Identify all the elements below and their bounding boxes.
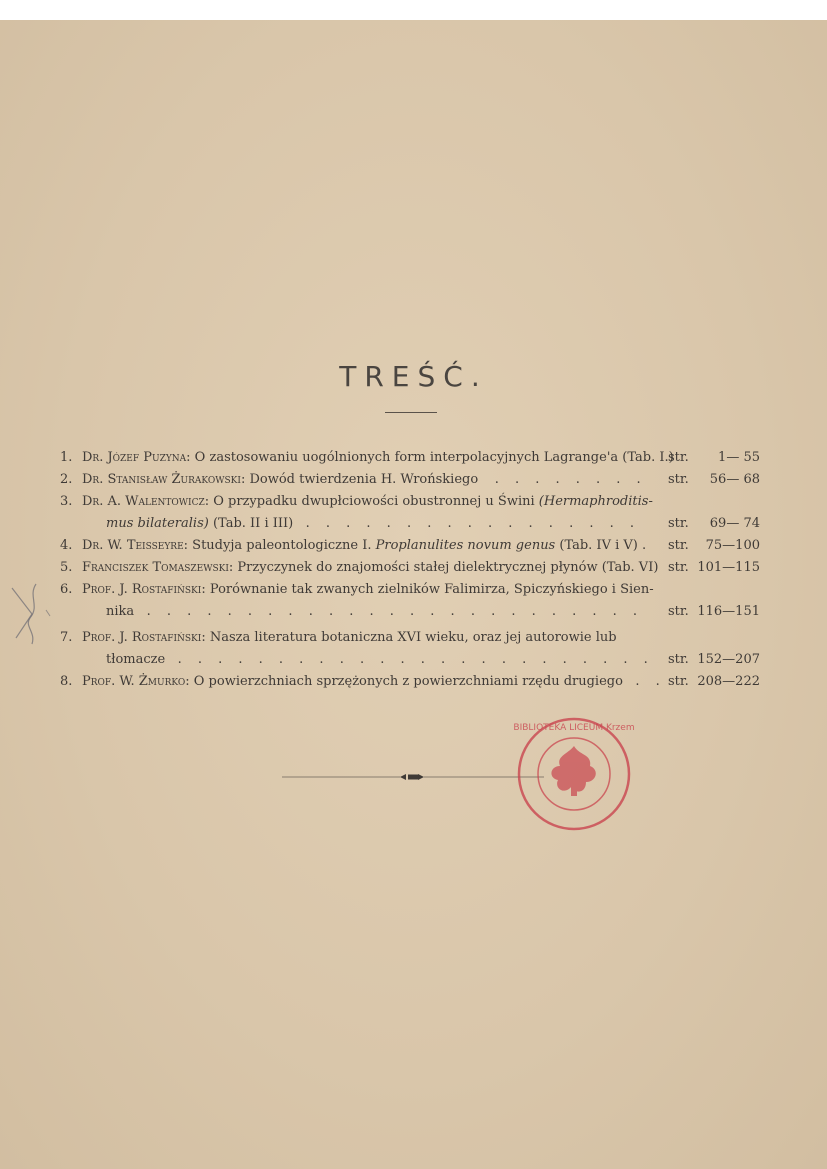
- entry-title-continuation: [106, 652, 662, 667]
- entry-number: 1.: [60, 450, 73, 465]
- entry-title: [82, 450, 674, 465]
- toc-entry-7-continuation: [0, 652, 827, 674]
- entry-pages: 208—222: [697, 674, 760, 689]
- entry-title: [82, 630, 662, 645]
- entry-author: Prof. W. Żmurko:: [82, 674, 190, 689]
- entry-dots: . .: [635, 674, 666, 689]
- entry-italic-cont: mus bilateralis): [106, 516, 209, 531]
- entry-str-label: str.: [668, 560, 689, 575]
- toc-entry-4: [0, 538, 827, 560]
- toc-entry-8: [0, 674, 827, 696]
- entry-number: 2.: [60, 472, 73, 487]
- ornament-divider-icon: [282, 774, 544, 780]
- toc-entry-6: [0, 582, 827, 604]
- entry-number: 5.: [60, 560, 73, 575]
- entry-text-cont: nika: [106, 604, 135, 619]
- entry-text: Dowód twierdzenia H. Wrońskiego: [245, 472, 479, 487]
- toc-entry-2: [0, 472, 827, 494]
- entry-italic: Proplanulites novum genus: [375, 538, 556, 553]
- entry-pages: 1— 55: [718, 450, 760, 465]
- entry-text: Przyczynek do znajomości stałej dielektrycznej płynów (Tab. VI): [233, 560, 659, 575]
- entry-text-2: (Tab. IV i V) .: [555, 538, 647, 553]
- entry-number: 6.: [60, 582, 73, 597]
- entry-pages: 56— 68: [709, 472, 760, 487]
- entry-title: [82, 472, 662, 487]
- entry-dots: . . . . . . . .: [494, 472, 647, 487]
- entry-text: Nasza literatura botaniczna XVI wieku, oraz jej autorowie lub: [205, 630, 617, 645]
- entry-pages: 101—115: [697, 560, 760, 575]
- entry-author: Prof. J. Rostafiński:: [82, 630, 206, 645]
- entry-text: O zastosowaniu uogólnionych form interpolacyjnych Lagrange'a (Tab. I.): [190, 450, 674, 465]
- entry-title: [82, 538, 662, 553]
- toc-entry-5: [0, 560, 827, 582]
- entry-text: O przypadku dwupłciowości obustronnej u Świni: [209, 494, 539, 509]
- entry-dots: . . . . . . . . . . . . . . . . . . . . . . . .: [177, 652, 654, 667]
- entry-title: [82, 674, 666, 689]
- entry-title-continuation: [106, 604, 662, 619]
- entry-text: Studyja paleontologiczne I.: [188, 538, 376, 553]
- entry-title-continuation: [106, 516, 662, 531]
- entry-text: Porównanie tak zwanych zielników Falimirza, Spiczyńskiego i Sien-: [205, 582, 654, 597]
- entry-italic: (Hermaphroditis-: [538, 494, 653, 509]
- entry-number: 7.: [60, 630, 73, 645]
- entry-pages: 116—151: [697, 604, 760, 619]
- entry-str-label: str.: [668, 450, 689, 465]
- entry-text-cont: (Tab. II i III): [208, 516, 294, 531]
- entry-str-label: str.: [668, 674, 689, 689]
- toc-entry-1: [0, 450, 827, 472]
- toc-entry-3-continuation: [0, 516, 827, 538]
- entry-dots: . . . . . . . . . . . . . . . . . . . . . . . . .: [146, 604, 644, 619]
- entry-title: [82, 582, 662, 597]
- entry-str-label: str.: [668, 516, 689, 531]
- entry-text-cont: tłomacze: [106, 652, 166, 667]
- entry-author: Franciszek Tomaszewski:: [82, 560, 234, 575]
- entry-pages: 69— 74: [709, 516, 760, 531]
- entry-author: Dr. W. Teisseyre:: [82, 538, 189, 553]
- entry-author: Dr. Józef Puzyna:: [82, 450, 191, 465]
- entry-author: Dr. Stanisław Żurakowski:: [82, 472, 246, 487]
- entry-str-label: str.: [668, 604, 689, 619]
- entry-str-label: str.: [668, 538, 689, 553]
- entry-author: Prof. J. Rostafiński:: [82, 582, 206, 597]
- toc-entry-3: [0, 494, 827, 516]
- handwritten-mark-icon: [6, 580, 52, 650]
- entry-dots: . . . . . . . . . . . . . . . . .: [305, 516, 640, 531]
- entry-author: Dr. A. Walentowicz:: [82, 494, 210, 509]
- entry-title: [82, 560, 662, 575]
- toc-entry-6-continuation: [0, 604, 827, 626]
- entry-str-label: str.: [668, 472, 689, 487]
- entry-pages: 75—100: [705, 538, 760, 553]
- title-divider: [385, 412, 437, 413]
- entry-number: 3.: [60, 494, 73, 509]
- entry-title: [82, 494, 662, 509]
- entry-str-label: str.: [668, 652, 689, 667]
- entry-number: 4.: [60, 538, 73, 553]
- library-stamp-icon: [513, 716, 635, 832]
- toc-entry-7: [0, 630, 827, 652]
- entry-pages: 152—207: [697, 652, 760, 667]
- page: [0, 20, 827, 1169]
- entry-text: O powierzchniach sprzężonych z powierzchniami rzędu drugiego: [189, 674, 623, 689]
- entry-number: 8.: [60, 674, 73, 689]
- page-title: TREŚĆ.: [339, 360, 488, 393]
- stamp-text: BIBLIOTEKA LICEUM Krzem: [513, 723, 635, 733]
